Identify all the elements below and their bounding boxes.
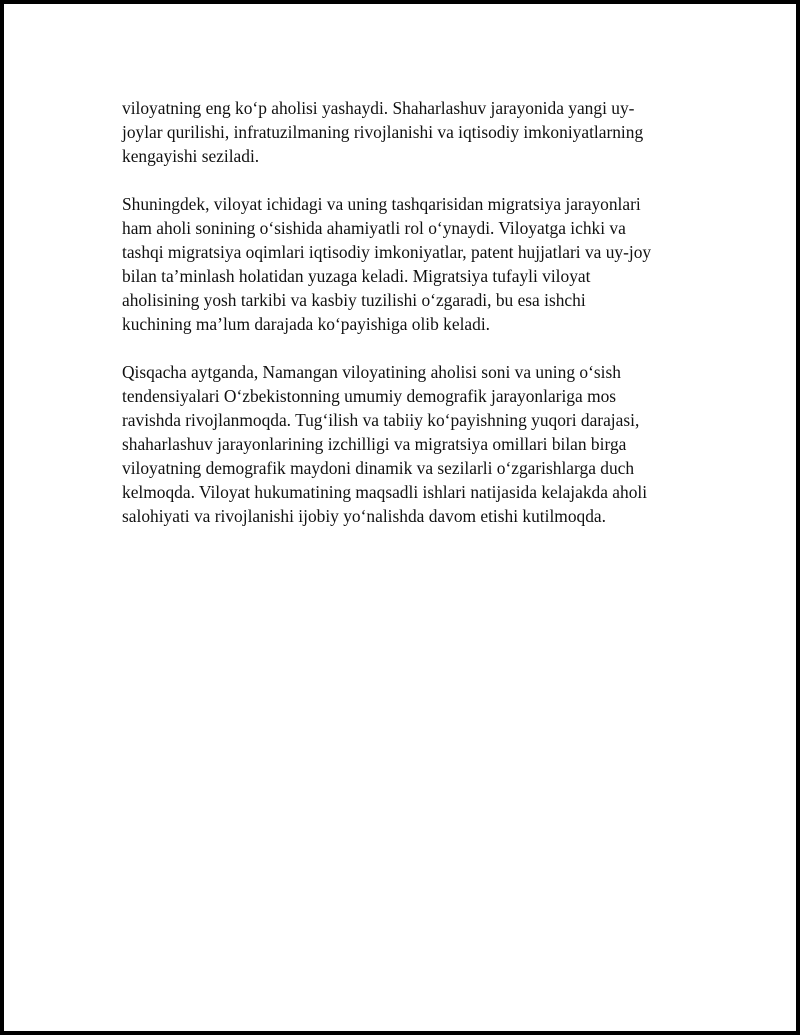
text-line: ham aholi sonining o‘sishida ahamiyatli rol o‘ynaydi. Viloyatga ichki va: [122, 218, 626, 238]
paragraph-2: [122, 192, 702, 336]
paragraph-1: [122, 96, 702, 168]
text-line: aholisining yosh tarkibi va kasbiy tuzilishi o‘zgaradi, bu esa ishchi: [122, 290, 586, 310]
text-line: viloyatning demografik maydoni dinamik va sezilarli o‘zgarishlarga duch: [122, 458, 635, 478]
text-line: shaharlashuv jarayonlarining izchilligi va migratsiya omillari bilan birga: [122, 434, 627, 454]
text-line: salohiyati va rivojlanishi ijobiy yo‘nalishda davom etishi kutilmoqda.: [122, 506, 606, 526]
text-line: Shuningdek, viloyat ichidagi va uning tashqarisidan migratsiya jarayonlari: [122, 194, 641, 214]
text-line: tashqi migratsiya oqimlari iqtisodiy imkoniyatlar, patent hujjatlari va uy-joy: [122, 242, 652, 262]
paragraph-3: [122, 360, 702, 528]
text-line: ravishda rivojlanmoqda. Tug‘ilish va tabiiy ko‘payishning yuqori darajasi,: [122, 410, 640, 430]
text-line: tendensiyalari O‘zbekistonning umumiy demografik jarayonlariga mos: [122, 386, 617, 406]
text-line: kengayishi seziladi.: [122, 146, 260, 166]
text-line: bilan ta’minlash holatidan yuzaga keladi. Migratsiya tufayli viloyat: [122, 266, 591, 286]
text-line: kuchining ma’lum darajada ko‘payishiga olib keladi.: [122, 314, 490, 334]
text-line: kelmoqda. Viloyat hukumatining maqsadli ishlari natijasida kelajakda aholi: [122, 482, 648, 502]
text-line: Qisqacha aytganda, Namangan viloyatining aholisi soni va uning o‘sish: [122, 362, 621, 382]
text-line: viloyatning eng ko‘p aholisi yashaydi. Shaharlashuv jarayonida yangi uy-: [122, 98, 635, 118]
document-body: [122, 96, 702, 552]
text-line: joylar qurilishi, infratuzilmaning rivojlanishi va iqtisodiy imkoniyatlarning: [122, 122, 644, 142]
